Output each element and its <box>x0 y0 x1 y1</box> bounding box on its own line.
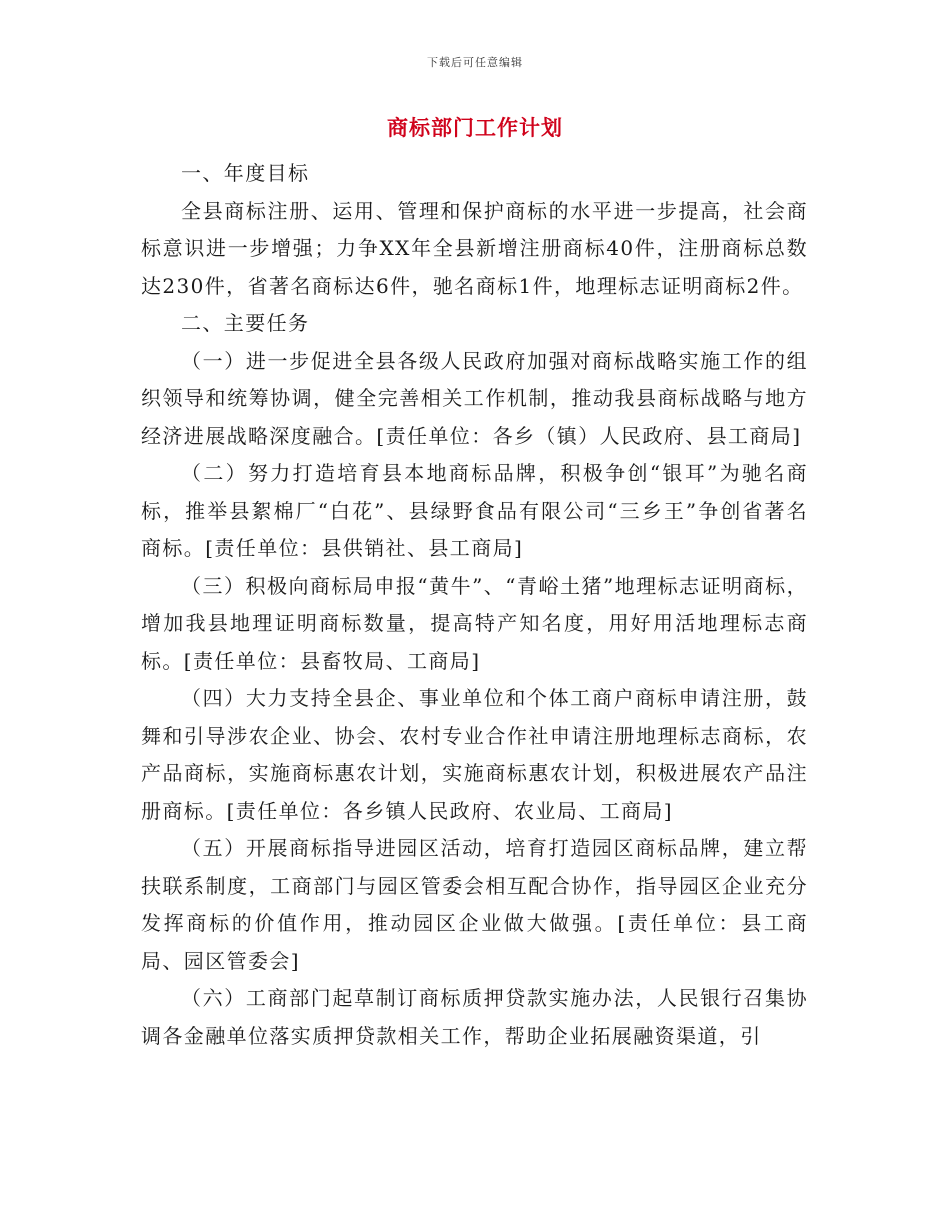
section-heading-tasks: 二、主要任务 <box>181 311 310 335</box>
header-note: 下载后可任意编辑 <box>427 56 523 69</box>
paragraph-task-1: （一）进一步促进全县各级人民政府加强对商标战略实施工作的组织领导和统筹协调，健全完善相关工作机制，推动我县商标战略与地方经济进展战略深度融合。[责任单位：各乡（镇）人民政府、县工商局] <box>141 348 808 448</box>
paragraph-task-5: （五）开展商标指导进园区活动，培育打造园区商标品牌，建立帮扶联系制度，工商部门与园区管委会相互配合协作，指导园区企业充分发挥商标的价值作用，推动园区企业做大做强。[责任单位：县工商局、园区管委会] <box>141 836 808 973</box>
section-heading-goals: 一、年度目标 <box>181 161 310 185</box>
paragraph-task-6: （六）工商部门起草制订商标质押贷款实施办法，人民银行召集协调各金融单位落实质押贷款相关工作，帮助企业拓展融资渠道，引 <box>141 986 808 1048</box>
document-body <box>141 155 808 1055</box>
paragraph-task-2: （二）努力打造培育县本地商标品牌，积极争创“银耳”为驰名商标，推举县絮棉厂“白花”、县绿野食品有限公司“三乡王”争创省著名商标。[责任单位：县供销社、县工商局] <box>141 461 808 560</box>
document-title: 商标部门工作计划 <box>387 115 563 140</box>
paragraph-goals: 全县商标注册、运用、管理和保护商标的水平进一步提高，社会商标意识进一步增强；力争XX年全县新增注册商标40件，注册商标总数达230件，省著名商标达6件，驰名商标1件，地理标志证明商标2件。 <box>141 198 808 298</box>
paragraph-task-4: （四）大力支持全县企、事业单位和个体工商户商标申请注册，鼓舞和引导涉农企业、协会、农村专业合作社申请注册地理标志商标，农产品商标，实施商标惠农计划，实施商标惠农计划，积极进展农产品注册商标。[责任单位：各乡镇人民政府、农业局、工商局] <box>141 686 808 823</box>
paragraph-task-3: （三）积极向商标局申报“黄牛”、“青峪土猪”地理标志证明商标，增加我县地理证明商标数量，提高特产知名度，用好用活地理标志商标。[责任单位：县畜牧局、工商局] <box>141 573 808 673</box>
